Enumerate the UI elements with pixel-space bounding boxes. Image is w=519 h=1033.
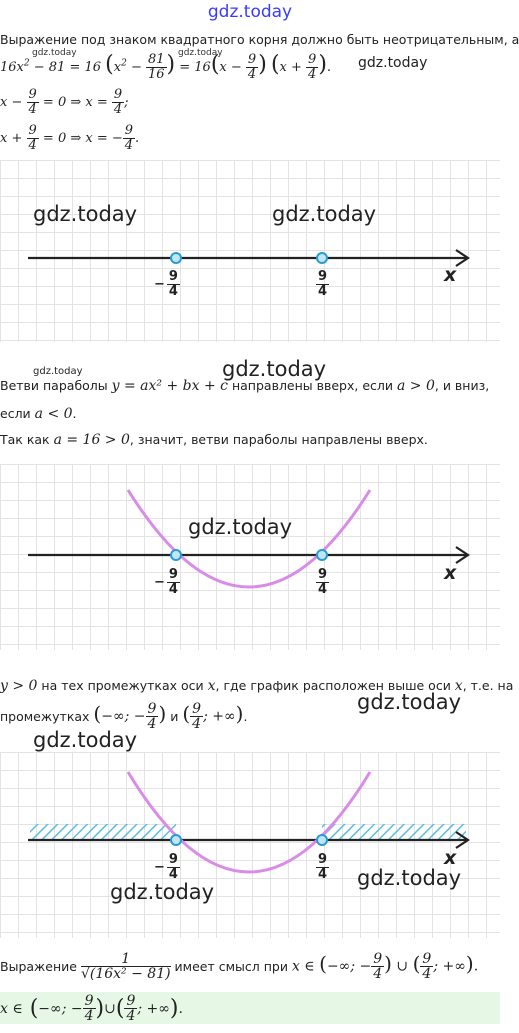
tick-label-left: − $\frac{9}{4}$ [154, 852, 178, 882]
number-line-figure [0, 160, 500, 342]
tick-label-left: − $\frac{9}{4}$ [154, 269, 178, 299]
hatch-right-interval [322, 824, 466, 840]
point-right-root [317, 835, 327, 845]
point-right-root [317, 550, 327, 560]
parabola-figure [0, 464, 500, 650]
equation-factorization: $16x^2 - 81 = 16$ ($x^2$ − $\frac{81}{16}$ ) = 16(x − $\frac{9}{4}$ ) (x + $\frac{9}{4}$ ). [0, 52, 332, 82]
intro-text: Выражение под знаком квадратного корня должно быть неотрицательным, а [0, 32, 519, 47]
point-left-root [171, 835, 181, 845]
hatch-left-interval [30, 824, 176, 840]
final-statement: Выражение $\frac{1}{\text{√(16x² − 81)}}$ имеет смысл при x ∈ (−∞; − $\frac{9}{4}$ ) ∪ ( $\frac{9}{4}$ ; +∞). [0, 951, 479, 982]
axis-label-x: x [444, 562, 457, 584]
intervals-figure [0, 752, 500, 938]
watermark-figure: gdz.today [110, 880, 215, 904]
tick-label-right: $\frac{9}{4}$ [318, 852, 328, 882]
branches-text-line2: если a < 0. [0, 406, 77, 422]
final-answer: x ∈ ( −∞; − $\frac{9}{4}$ ) ∪ ( $\frac{9}{4}$ ; +∞ ) . [0, 993, 183, 1024]
watermark-figure: gdz.today [33, 202, 138, 226]
tick-label-left: − $\frac{9}{4}$ [154, 567, 178, 597]
watermark-inline: gdz.today [358, 55, 428, 71]
tick-label-right: $\frac{9}{4}$ [318, 269, 328, 299]
branches-text-line1: Ветви параболы y = ax² + bx + c направлены вверх, если a > 0, и вниз, [0, 378, 490, 394]
watermark-small: gdz.today [33, 366, 83, 377]
equation-root-positive: x − $\frac{9}{4}$ = 0 ⇒ x = $\frac{9}{4}$ ; [0, 87, 129, 117]
watermark-text: gdz.today [33, 728, 138, 752]
positive-text-line1: y > 0 на тех промежутках оси x, где график расположен выше оси x, т.е. на [0, 678, 514, 694]
point-right-root [317, 253, 327, 263]
watermark-small: gdz.today [32, 48, 77, 58]
axis-label-x: x [444, 264, 457, 286]
watermark-text: gdz.today [222, 357, 327, 381]
tick-label-right: $\frac{9}{4}$ [318, 567, 328, 597]
watermark-top: gdz.today [207, 2, 293, 22]
equation-root-negative: x + $\frac{9}{4}$ = 0 ⇒ x = − $\frac{9}{4}$ . [0, 123, 140, 153]
axis-label-x: x [444, 847, 457, 869]
positive-text-line2: промежутках (−∞; − $\frac{9}{4}$ ) и ( $\frac{9}{4}$ ; +∞) . [0, 701, 248, 732]
watermark-figure: gdz.today [357, 866, 462, 890]
watermark-figure: gdz.today [188, 515, 293, 539]
since-text: Так как a = 16 > 0, значит, ветви параболы направлены вверх. [0, 432, 428, 448]
watermark-text: gdz.today [357, 690, 462, 714]
point-left-root [171, 253, 181, 263]
watermark-figure: gdz.today [272, 202, 377, 226]
point-left-root [171, 550, 181, 560]
watermark-small: gdz.today [178, 48, 223, 58]
